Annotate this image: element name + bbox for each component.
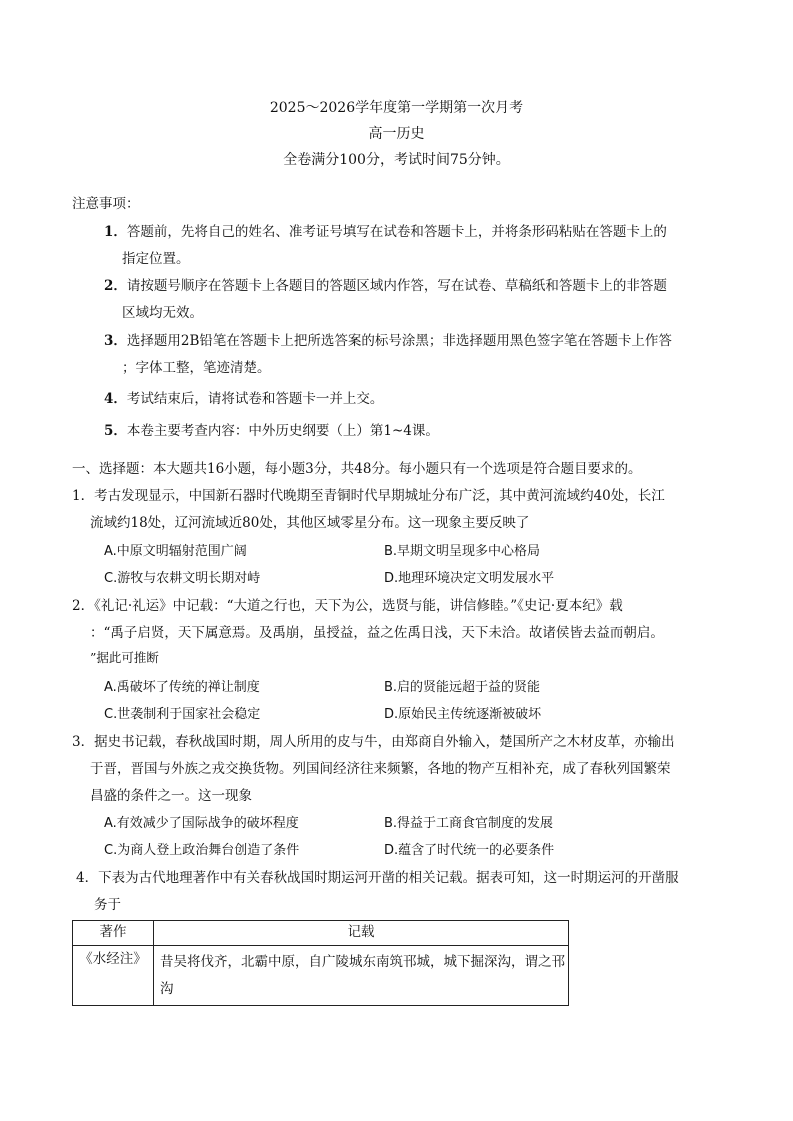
question-4-line: 4．下表为古代地理著作中有关春秋战国时期运河开凿的相关记载。据表可知，这一时期运河的开凿服 <box>76 870 679 886</box>
question-1-line: 流域约18处，辽河流域近80处，其他区域零星分布。这一现象主要反映了 <box>90 515 530 531</box>
notice-item-3-cont: ；字体工整，笔迹清楚。 <box>122 360 271 376</box>
question-2-option-a: A.禹破坏了传统的禅让制度 <box>104 680 260 695</box>
notice-num: 1． <box>104 224 127 240</box>
exam-info: 全卷满分100分，考试时间75分钟。 <box>283 152 510 168</box>
notice-item-2-cont: 区域均无效。 <box>122 305 203 321</box>
question-1-option-c: C.游牧与农耕文明长期对峙 <box>104 571 261 586</box>
notice-text: 请按题号顺序在答题卡上各题目的答题区域内作答，写在试卷、草稿纸和答题卡上的非答题 <box>126 278 667 294</box>
question-1-option-d: D.地理环境决定文明发展水平 <box>384 571 555 586</box>
question-3-line: 于晋，晋国与外族之戎交换货物。列国间经济往来频繁，各地的物产互相补充，成了春秋列国繁荣 <box>90 761 671 777</box>
notice-text: 选择题用2B铅笔在答题卡上把所选答案的标号涂黑；非选择题用黑色签字笔在答题卡上作答 <box>126 333 672 349</box>
notice-item-3 <box>104 329 672 349</box>
notice-heading: 注意事项： <box>72 196 140 212</box>
notice-num: 2． <box>104 278 127 294</box>
table-cell-work: 《水经注》 <box>73 946 154 1006</box>
table-header-cell: 记载 <box>154 921 569 946</box>
table-header-row <box>73 921 569 946</box>
notice-num: 5． <box>104 423 127 439</box>
exam-title: 2025～2026学年度第一学期第一次月考 <box>269 100 524 116</box>
question-3-option-b: B.得益于工商食官制度的发展 <box>384 816 554 831</box>
notice-item-1 <box>104 220 667 240</box>
question-2-line: ”据此可推断 <box>90 650 159 665</box>
table-row <box>73 946 569 1006</box>
notice-item-1-cont: 指定位置。 <box>122 251 190 267</box>
notice-item-4 <box>104 387 383 407</box>
question-2-line: ：“禹子启贤，天下属意焉。及禹崩，虽授益，益之佐禹日浅，天下未洽。故诸侯皆去益而朝启。 <box>90 625 664 641</box>
question-2-option-d: D.原始民主传统逐渐被破坏 <box>384 707 542 722</box>
notice-num: 3． <box>104 333 127 349</box>
notice-num: 4． <box>104 391 127 407</box>
question-2-option-b: B.启的贤能远超于益的贤能 <box>384 680 541 695</box>
question-2-option-c: C.世袭制利于国家社会稳定 <box>104 707 261 722</box>
question-4-line: 务于 <box>94 897 121 913</box>
section-heading: 一、选择题：本大题共16小题，每小题3分，共48分。每小题只有一个选项是符合题目要求的。 <box>72 461 642 477</box>
table-cell-record: 昔吴将伐齐，北霸中原，自广陵城东南筑邗城，城下掘深沟，谓之邗沟 <box>154 946 569 1006</box>
question-3-option-d: D.蕴含了时代统一的必要条件 <box>384 843 555 858</box>
notice-text: 考试结束后，请将试卷和答题卡一并上交。 <box>126 391 384 407</box>
question-3-option-a: A.有效减少了国际战争的破坏程度 <box>104 816 299 831</box>
question-1-option-b: B.早期文明呈现多中心格局 <box>384 544 541 559</box>
question-3-option-c: C.为商人登上政治舞台创造了条件 <box>104 843 300 858</box>
question-1-line: 1．考古发现显示，中国新石器时代晚期至青铜时代早期城址分布广泛，其中黄河流域约40处，长江 <box>72 488 665 504</box>
table-header-cell: 著作 <box>73 921 154 946</box>
question-2-line: 2．《礼记·礼运》中记载：“大道之行也，天下为公，选贤与能，讲信修睦。”《史记·夏本纪》载 <box>72 598 623 614</box>
notice-item-2 <box>104 274 667 294</box>
question-3-line: 3．据史书记载，春秋战国时期，周人所用的皮与牛，由郑商自外输入，楚国所产之木材皮革，亦输出 <box>72 734 675 750</box>
notice-text: 本卷主要考查内容：中外历史纲要（上）第1~4课。 <box>126 423 439 439</box>
exam-subject: 高一历史 <box>368 126 425 142</box>
question-3-line: 昌盛的条件之一。这一现象 <box>90 788 252 804</box>
question-1-option-a: A.中原文明辐射范围广阔 <box>104 544 247 559</box>
notice-item-5 <box>104 419 439 439</box>
notice-text: 答题前，先将自己的姓名、准考证号填写在试卷和答题卡上，并将条形码粘贴在答题卡上的 <box>126 224 667 240</box>
source-table <box>72 920 569 1006</box>
